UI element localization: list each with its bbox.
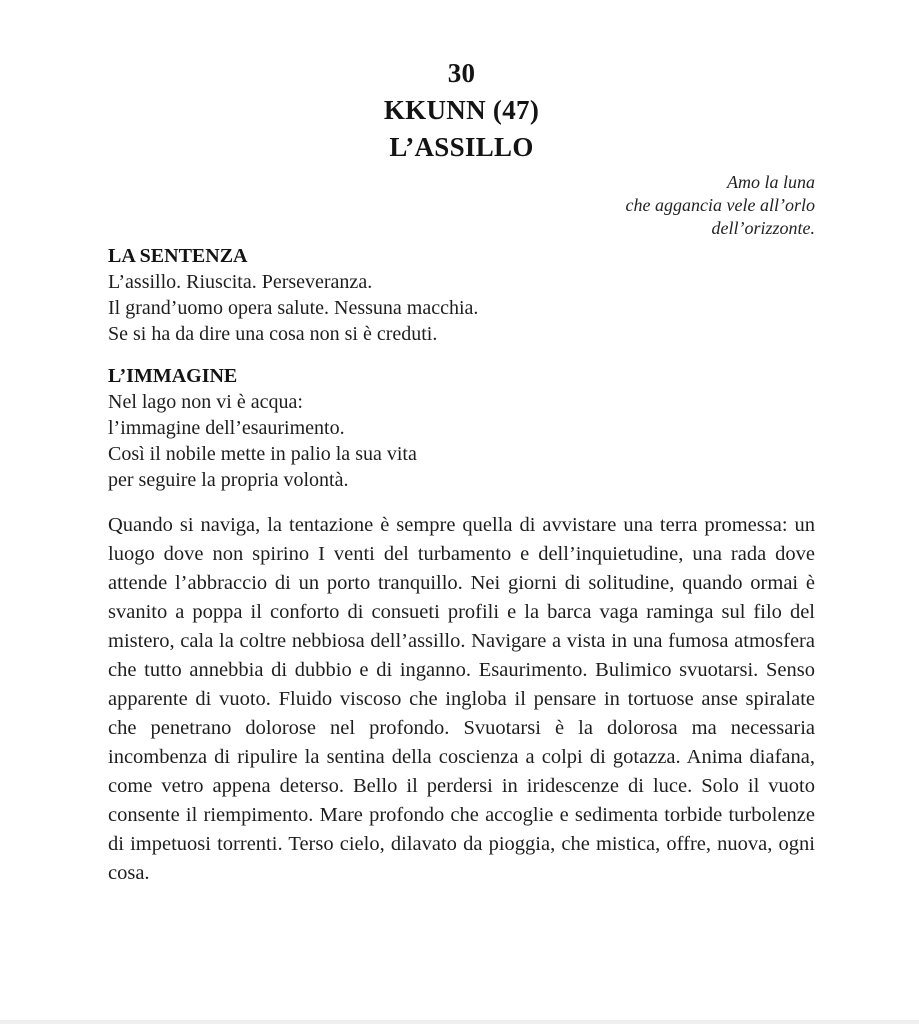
epigraph-line: che aggancia vele all’orlo [625, 195, 815, 215]
chapter-number: 30 [447, 58, 476, 88]
immagine-line: l’immagine dell’esaurimento. [108, 417, 345, 439]
chapter-title: L’ASSILLO [389, 132, 534, 162]
epigraph [108, 171, 815, 240]
epigraph-line: Amo la luna [727, 172, 815, 192]
section-l-immagine [108, 363, 815, 493]
immagine-line: Nel lago non vi è acqua: [108, 391, 303, 413]
section-heading-l-immagine: L’IMMAGINE [108, 365, 238, 387]
sentenza-line: Se si ha da dire una cosa non si è creduti. [108, 323, 438, 345]
commentary-paragraph: Quando si naviga, la tentazione è sempre quella di avvistare una terra promessa: un luogo dove non spirino I venti del turbamento e dell’inquietudine, una rada dove attende l’abbraccio di un porto tranquillo. Nei giorni di solitudine, quando ormai è svanito a poppa il conforto di consueti profili e la barca vaga raminga sul filo del mistero, cala la coltre nebbiosa dell’assillo. Navigare a vista in una fumosa atmosfera che tutto annebbia di dubbio e di inganno. Esaurimento. Bulimico svuotarsi. Senso apparente di vuoto. Fluido viscoso che ingloba il pensare in tortuose anse spiralate che penetrano dolorose nel profondo. Svuotarsi è la dolorosa ma necessaria incombenza di ripulire la sentina della coscienza a colpi di gotazza. Anima diafana, come vetro appena deterso. Bello il perdersi in iridescenze di luce. Solo il vuoto consente il riempimento. Mare profondo che accoglie e sedimenta torbide turbolenze di impetuosi torrenti. Terso cielo, dilavato da pioggia, che mistica, offre, nuova, ogni cosa. [108, 514, 815, 884]
immagine-line: per seguire la propria volontà. [108, 469, 349, 491]
section-la-sentenza [108, 243, 815, 347]
page-bottom-scan-edge [0, 1020, 919, 1024]
section-heading-la-sentenza: LA SENTENZA [108, 245, 248, 267]
epigraph-line: dell’orizzonte. [711, 218, 815, 238]
chapter-heading [108, 55, 815, 166]
immagine-line: Così il nobile mette in palio la sua vita [108, 443, 417, 465]
sentenza-line: Il grand’uomo opera salute. Nessuna macchia. [108, 297, 479, 319]
chapter-hexagram-name: KKUNN (47) [383, 95, 540, 125]
sentenza-line: L’assillo. Riuscita. Perseveranza. [108, 271, 373, 293]
